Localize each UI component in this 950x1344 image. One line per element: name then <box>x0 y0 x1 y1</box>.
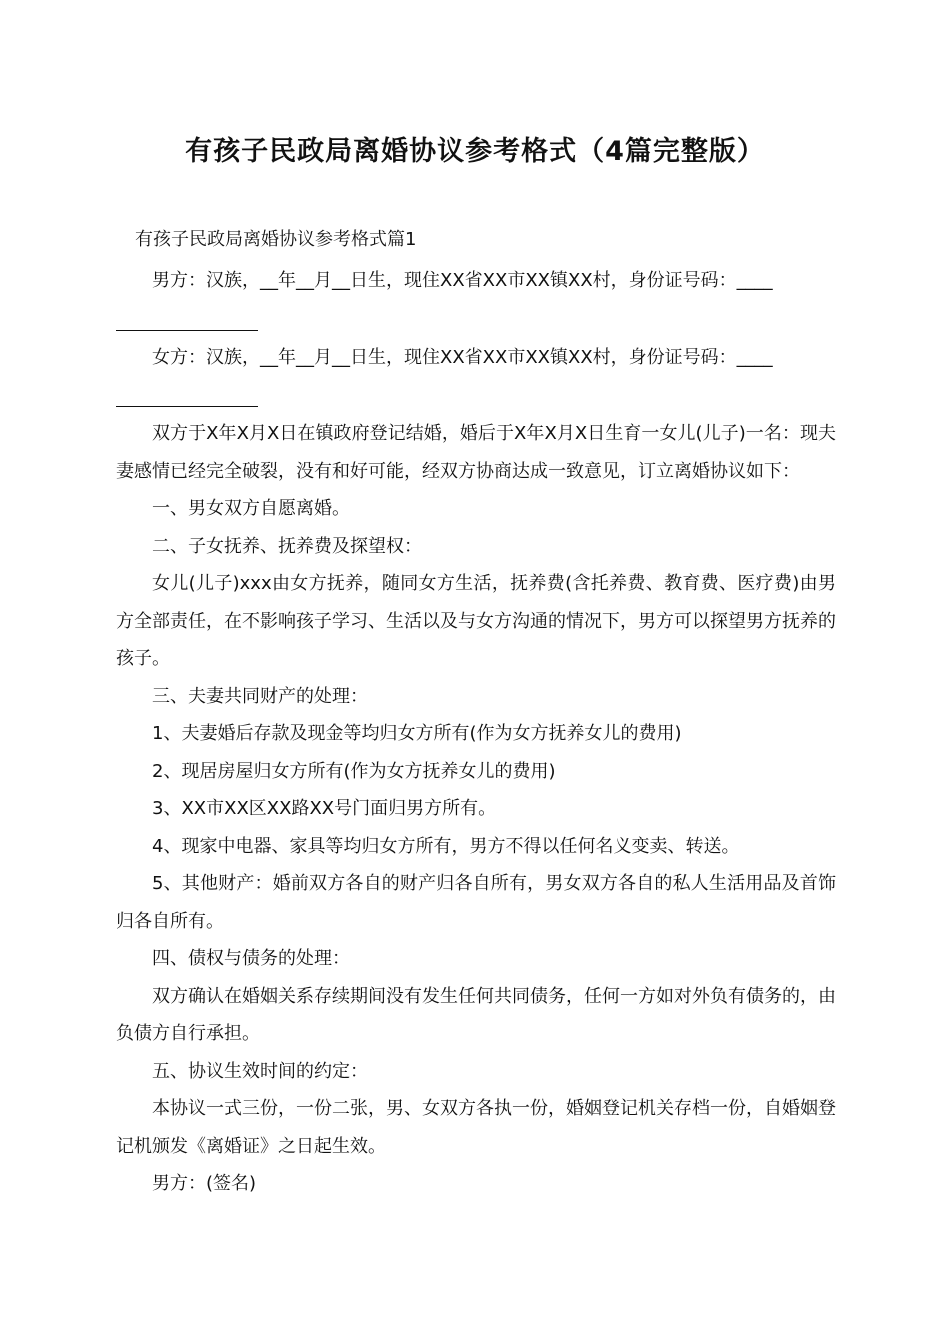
paragraph-female-party: 女方：汉族，__年__月__日生，现住XX省XX市XX镇XX村，身份证号码：____ <box>152 346 773 368</box>
clause-3-item-2: 2、现居房屋归女方所有(作为女方抚养女儿的费用) <box>152 760 556 782</box>
clause-2-heading: 二、子女抚养、抚养费及探望权： <box>152 535 422 557</box>
clause-3-item-4: 4、现家中电器、家具等均归女方所有，男方不得以任何名义变卖、转送。 <box>152 835 740 857</box>
clause-5-body: 本协议一式三份，一份二张，男、女双方各执一份，婚姻登记机关存档一份，自婚姻登记机颁发《离婚证》之日起生效。 <box>116 1098 836 1157</box>
signature-male: 男方：(签名) <box>152 1173 257 1194</box>
paragraph-male-party: 男方：汉族，__年__月__日生，现住XX省XX市XX镇XX村，身份证号码：____ <box>152 270 773 291</box>
clause-4-heading: 四、债权与债务的处理： <box>152 948 350 969</box>
clause-4-body: 双方确认在婚姻关系存续期间没有发生任何共同债务，任何一方如对外负有债务的，由负债方自行承担。 <box>116 985 836 1044</box>
clause-3-item-5: 5、其他财产：婚前双方各自的财产归各自所有，男女双方各自的私人生活用品及首饰归各自所有。 <box>116 873 836 932</box>
clause-3-item-1: 1、夫妻婚后存款及现金等均归女方所有(作为女方抚养女儿的费用) <box>152 723 682 744</box>
clause-3-item-3: 3、XX市XX区XX路XX号门面归男方所有。 <box>152 798 497 819</box>
clause-3-heading: 三、夫妻共同财产的处理： <box>152 685 368 707</box>
id-number-blank-female <box>116 376 258 407</box>
paragraph-intro: 双方于X年X月X日在镇政府登记结婚，婚后于X年X月X日生育一女儿(儿子)一名：现夫妻感情已经完全破裂，没有和好可能，经双方协商达成一致意见，订立离婚协议如下： <box>116 423 836 482</box>
document-body <box>116 262 836 1203</box>
clause-5-heading: 五、协议生效时间的约定： <box>152 1060 368 1082</box>
clause-1: 一、男女双方自愿离婚。 <box>152 498 350 519</box>
clause-2-body: 女儿(儿子)xxx由女方抚养，随同女方生活，抚养费(含托养费、教育费、医疗费)由男方全部责任，在不影响孩子学习、生活以及与女方沟通的情况下，男方可以探望男方抚养的孩子。 <box>116 573 836 669</box>
section-heading: 有孩子民政局离婚协议参考格式篇1 <box>135 229 417 250</box>
document-title: 有孩子民政局离婚协议参考格式（4篇完整版） <box>185 136 765 167</box>
id-number-blank-male <box>116 300 258 331</box>
